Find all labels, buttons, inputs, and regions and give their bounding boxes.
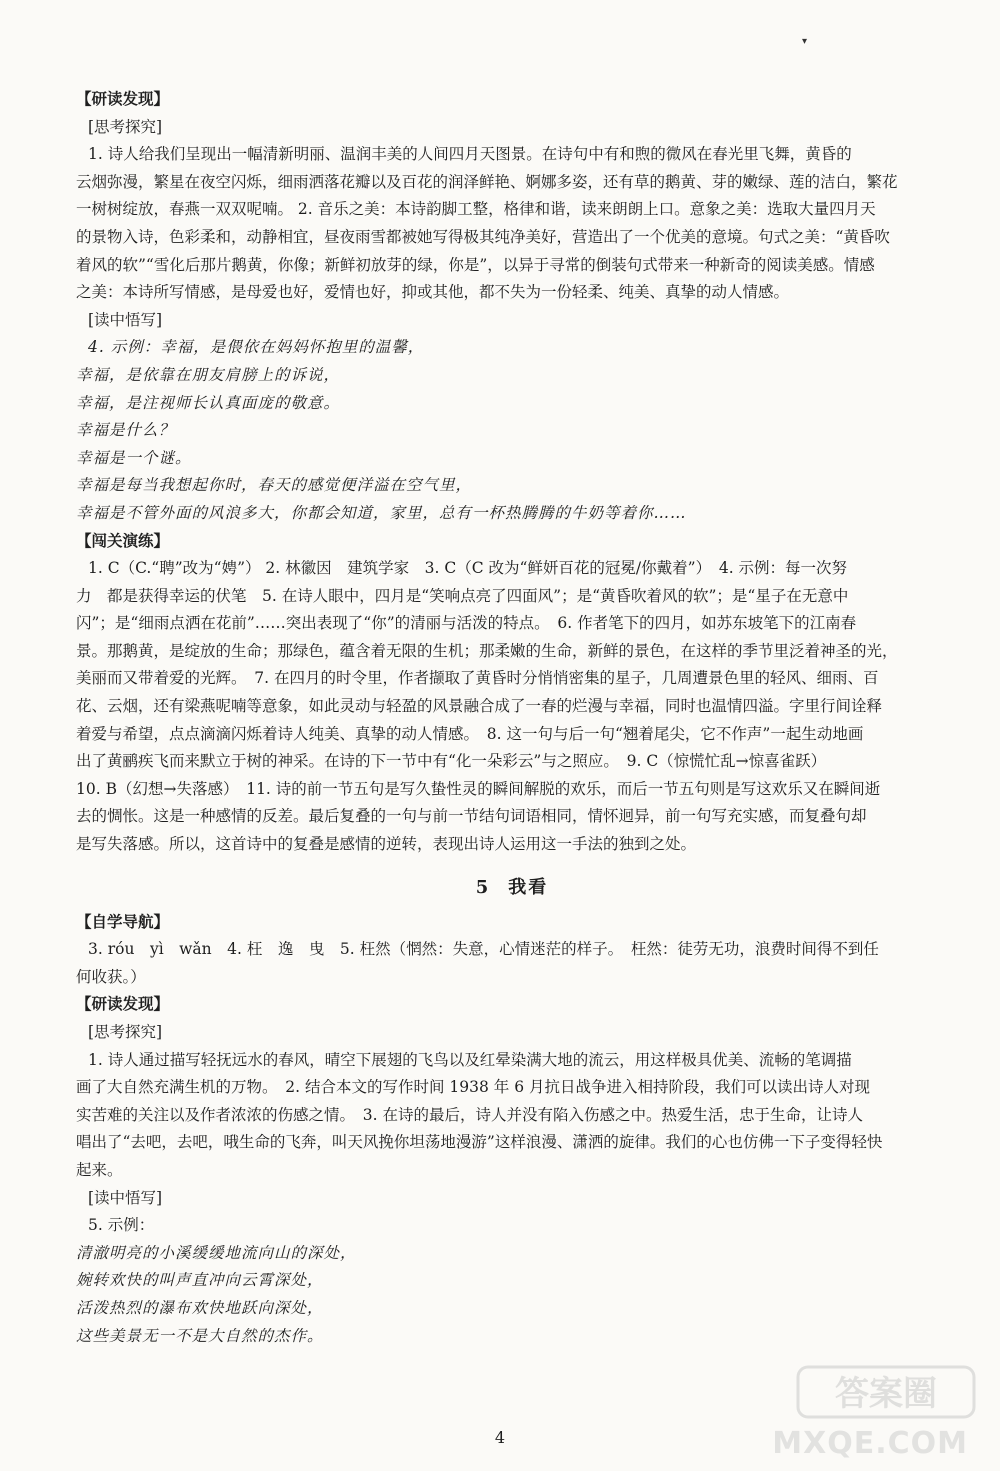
subheading-think-2: [思考探究] bbox=[88, 1023, 163, 1041]
example-label: 5. 示例： bbox=[88, 1216, 155, 1235]
text-line: 美丽而又带着爱的光辉。 7. 在四月的时令里，作者撷取了黄昏时分悄悄密集的星子，几周遭景色里的轻风、细雨、百 bbox=[76, 669, 879, 688]
paragraph-think bbox=[76, 141, 948, 307]
handwritten-line: 婉转欢快的叫声直冲向云霄深处， bbox=[76, 1271, 324, 1290]
handwritten-line: 幸福，是依靠在朋友肩膀上的诉说， bbox=[76, 365, 341, 384]
paragraph-think-2 bbox=[76, 1047, 948, 1185]
handwritten-line: 活泼热烈的瀑布欢快地跃向深处， bbox=[76, 1298, 324, 1317]
subheading-think: [思考探究] bbox=[88, 117, 163, 136]
heading-research: 【研读发现】 bbox=[76, 90, 170, 108]
watermark bbox=[772, 1363, 976, 1461]
text-line: 景。那鹅黄，是绽放的生命；那绿色，蕴含着无限的生机；那柔嫩的生命，新鲜的景色，在这样的季节里泛着神圣的光， bbox=[76, 641, 898, 660]
handwritten-line: 幸福是一个谜。 bbox=[76, 448, 192, 467]
heading-practice: 【闯关演练】 bbox=[76, 531, 170, 550]
heading-self-study: 【自学导航】 bbox=[76, 912, 170, 931]
text-line: 3. róu yì wǎn 4. 枉 逸 曳 5. 枉然（惘然：失意，心情迷茫的样子。 枉然：徒劳无功，浪费时间得不到任 bbox=[88, 940, 879, 959]
text-line: 唱出了“去吧，去吧，哦生命的飞奔，叫天风挽你坦荡地漫游”这样浪漫、潇洒的旋律。我们的心也仿佛一下子变得轻快 bbox=[76, 1133, 883, 1152]
text-line: 是写失落感。所以，这首诗中的复叠是感情的逆转，表现出诗人运用这一手法的独到之处。 bbox=[76, 835, 697, 854]
text-line: 闪”；是“细雨点洒在花前”……突出表现了“你”的清丽与活泼的特点。 6. 作者笔下的四月，如苏东坡笔下的江南春 bbox=[76, 614, 857, 633]
text-line: 一树树绽放，春燕一双双呢喃。 2. 音乐之美：本诗韵脚工整，格律和谐，读来朗朗上口。意象之美：选取大量四月天 bbox=[76, 200, 876, 219]
handwritten-example-2 bbox=[76, 1240, 948, 1350]
handwritten-example bbox=[76, 334, 948, 527]
text-line: 1. C（C.“聘”改为“娉”） 2. 林徽因 建筑学家 3. C（C 改为“鲜妍百花的冠冕/你戴着”） 4. 示例：每一次努 bbox=[88, 559, 848, 578]
text-line: 1. 诗人通过描写轻抚远水的春风，晴空下展翅的飞鸟以及红晕染满大地的流云，用这样极具优美、流畅的笔调描 bbox=[88, 1050, 852, 1069]
handwritten-line: 清澈明亮的小溪缓缓地流向山的深处， bbox=[76, 1243, 357, 1262]
paragraph-practice bbox=[76, 555, 948, 859]
handwritten-line: 幸福是什么？ bbox=[76, 421, 176, 440]
handwritten-line: 这些美景无一不是大自然的杰作。 bbox=[76, 1326, 324, 1345]
handwritten-line: 幸福是每当我想起你时，春天的感觉便洋溢在空气里， bbox=[76, 476, 473, 495]
subheading-read-write: [读中悟写] bbox=[88, 310, 163, 329]
top-mark: ▾ bbox=[802, 36, 808, 47]
watermark-url: MXQE.COM bbox=[772, 1426, 968, 1461]
text-line: 之美：本诗所写情感，是母爱也好，爱情也好，抑或其他，都不失为一份轻柔、纯美、真挚的动人情感。 bbox=[76, 283, 790, 302]
handwritten-line: 幸福是不管外面的风浪多大，你都会知道，家里，总有一杯热腾腾的牛奶等着你…… bbox=[76, 503, 687, 522]
text-line: 力 都是获得幸运的伏笔 5. 在诗人眼中，四月是“笑响点亮了四面风”；是“黄昏吹着风的软”；是“星子在无意中 bbox=[76, 586, 849, 605]
watermark-logo bbox=[796, 1363, 976, 1421]
text-line: 去的惆怅。这是一种感情的反差。最后复叠的一句与前一节结句词语相同，情怀迥异，前一句写充实感，而复叠句却 bbox=[76, 807, 867, 826]
text-line: 出了黄鹂疾飞而来默立于树的神采。在诗的下一节中有“化一朵彩云”与之照应。 9. C（惊慌忙乱→惊喜雀跃） bbox=[76, 752, 827, 771]
lesson-name: 我看 bbox=[508, 876, 549, 898]
text-line: 云烟弥漫，繁星在夜空闪烁，细雨洒落花瓣以及百花的润泽鲜艳、婀娜多姿，还有草的鹅黄、芽的嫩绿、莲的洁白，繁花 bbox=[76, 172, 898, 191]
paragraph-self-study bbox=[76, 936, 948, 991]
lesson-title bbox=[76, 873, 948, 899]
text-line: 的景物入诗，色彩柔和，动静相宜，昼夜雨雪都被她写得极其纯净美好，营造出了一个优美的意境。句式之美：“黄昏吹 bbox=[76, 227, 890, 246]
text-line: 起来。 bbox=[76, 1160, 123, 1179]
watermark-logo-text: 答案圈 bbox=[835, 1374, 937, 1414]
handwritten-line: 4. 示例：幸福，是偎依在妈妈怀抱里的温馨， bbox=[88, 338, 425, 357]
text-line: 10. B（幻想→失落感） 11. 诗的前一节五句是写久蛰性灵的瞬间解脱的欢乐，而后一节五句则是写这欢乐又在瞬间逝 bbox=[76, 779, 881, 798]
answer-content bbox=[76, 86, 948, 1350]
text-line: 花、云烟，还有梁燕呢喃等意象，如此灵动与轻盈的风景融合成了一春的烂漫与幸福，同时也温情四溢。字里行间诠释 bbox=[76, 697, 883, 716]
text-line: 1. 诗人给我们呈现出一幅清新明丽、温润丰美的人间四月天图景。在诗句中有和煦的微风在春光里飞舞，黄昏的 bbox=[88, 145, 852, 164]
text-line: 实苦难的关注以及作者浓浓的伤感之情。 3. 在诗的最后，诗人并没有陷入伤感之中。热爱生活，忠于生命，让诗人 bbox=[76, 1105, 863, 1124]
text-line: 画了大自然充满生机的万物。 2. 结合本文的写作时间 1938 年 6 月抗日战争进入相持阶段，我们可以读出诗人对现 bbox=[76, 1078, 870, 1097]
text-line: 着风的软”“雪化后那片鹅黄，你像；新鲜初放芽的绿，你是”，以异于寻常的倒装句式带来一种新奇的阅读美感。情感 bbox=[76, 255, 875, 274]
text-line: 着爱与希望，点点滴滴闪烁着诗人纯美、真挚的动人情感。 8. 这一句与后一句“翘着尾尖，它不作声”一起生动地画 bbox=[76, 724, 864, 743]
lesson-number: 5 bbox=[475, 876, 491, 898]
heading-research-2: 【研读发现】 bbox=[76, 995, 170, 1014]
page-number: 4 bbox=[494, 1428, 506, 1447]
text-line: 何收获。） bbox=[76, 967, 146, 986]
subheading-read-write-2: [读中悟写] bbox=[88, 1188, 163, 1207]
handwritten-line: 幸福，是注视师长认真面庞的敬意。 bbox=[76, 393, 341, 412]
